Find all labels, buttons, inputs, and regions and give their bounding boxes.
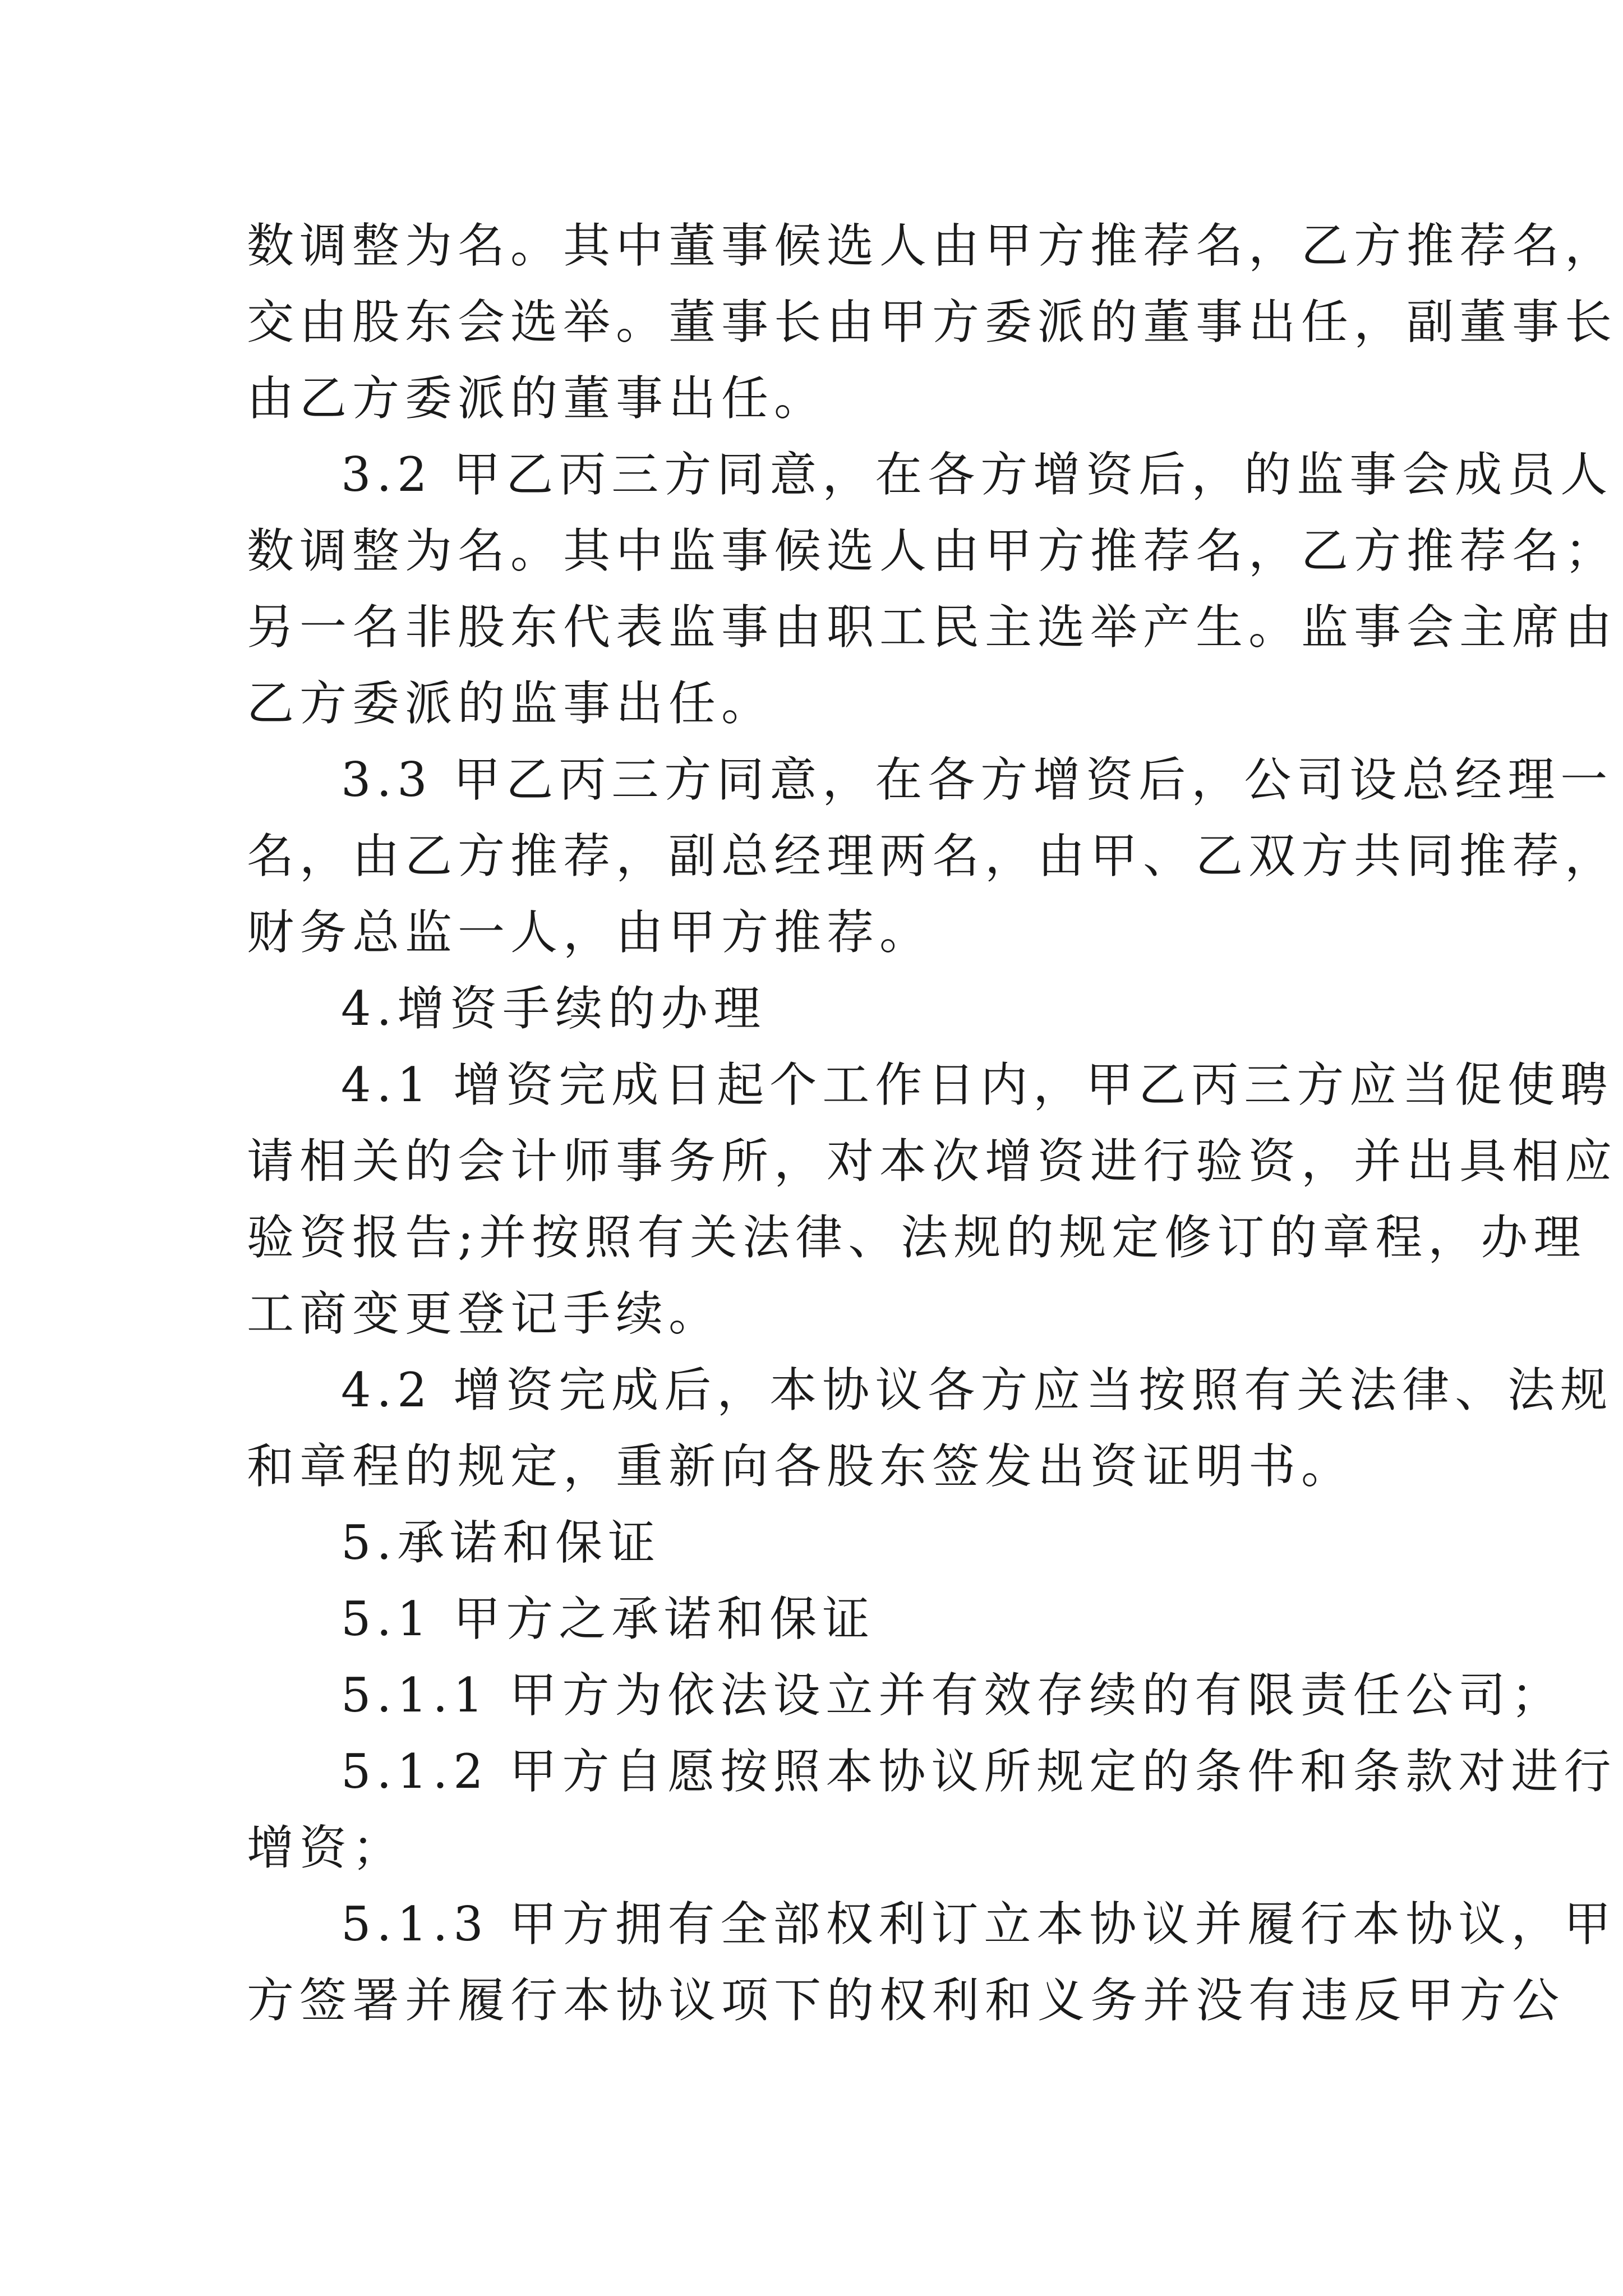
section-4-heading: 4.增资手续的办理: [341, 981, 767, 1036]
clause-5-1-1: 5.1.1 甲方为依法设立并有效存续的有限责任公司；: [341, 1668, 1564, 1723]
section-5-heading: 5.承诺和保证: [341, 1515, 661, 1570]
text-line-1: 数调整为名。其中董事候选人由甲方推荐名，乙方推荐名，: [247, 218, 1618, 273]
text-line-6: 另一名非股东代表监事由职工民主选举产生。监事会主席由: [247, 600, 1618, 655]
clause-5-1-heading: 5.1 甲方之承诺和保证: [341, 1591, 875, 1646]
text-line-7: 乙方委派的监事出任。: [247, 676, 774, 731]
text-line-5: 数调整为名。其中监事候选人由甲方推荐名，乙方推荐名；: [247, 523, 1618, 578]
clause-5-1-2-start: 5.1.2 甲方自愿按照本协议所规定的条件和条款对进行: [341, 1744, 1617, 1799]
text-line-2: 交由股东会选举。董事长由甲方委派的董事出任，副董事长: [247, 295, 1618, 349]
text-line-9: 名，由乙方推荐，副总经理两名，由甲、乙双方共同推荐，: [247, 829, 1618, 884]
document-body: [247, 208, 1618, 2039]
clause-3-3-start: 3.3 甲乙丙三方同意，在各方增资后，公司设总经理一: [341, 752, 1613, 807]
text-line-3: 由乙方委派的董事出任。: [247, 371, 827, 426]
text-line-24: 方签署并履行本协议项下的权利和义务并没有违反甲方公: [247, 1973, 1565, 2028]
text-line-22: 增资；: [247, 1820, 405, 1875]
clause-3-2-start: 3.2 甲乙丙三方同意，在各方增资后，的监事会成员人: [341, 447, 1613, 502]
clause-5-1-3-start: 5.1.3 甲方拥有全部权利订立本协议并履行本协议，甲: [341, 1897, 1617, 1952]
text-line-14: 验资报告;并按照有关法律、法规的规定修订的章程，办理: [247, 1210, 1587, 1265]
text-line-15: 工商变更登记手续。: [247, 1286, 722, 1341]
clause-4-2-start: 4.2 增资完成后，本协议各方应当按照有关法律、法规: [341, 1363, 1613, 1418]
text-line-13: 请相关的会计师事务所，对本次增资进行验资，并出具相应: [247, 1134, 1618, 1189]
text-line-17: 和章程的规定，重新向各股东签发出资证明书。: [247, 1439, 1354, 1494]
text-line-10: 财务总监一人，由甲方推荐。: [247, 905, 933, 960]
clause-4-1-start: 4.1 增资完成日起个工作日内，甲乙丙三方应当促使聘: [341, 1057, 1613, 1112]
